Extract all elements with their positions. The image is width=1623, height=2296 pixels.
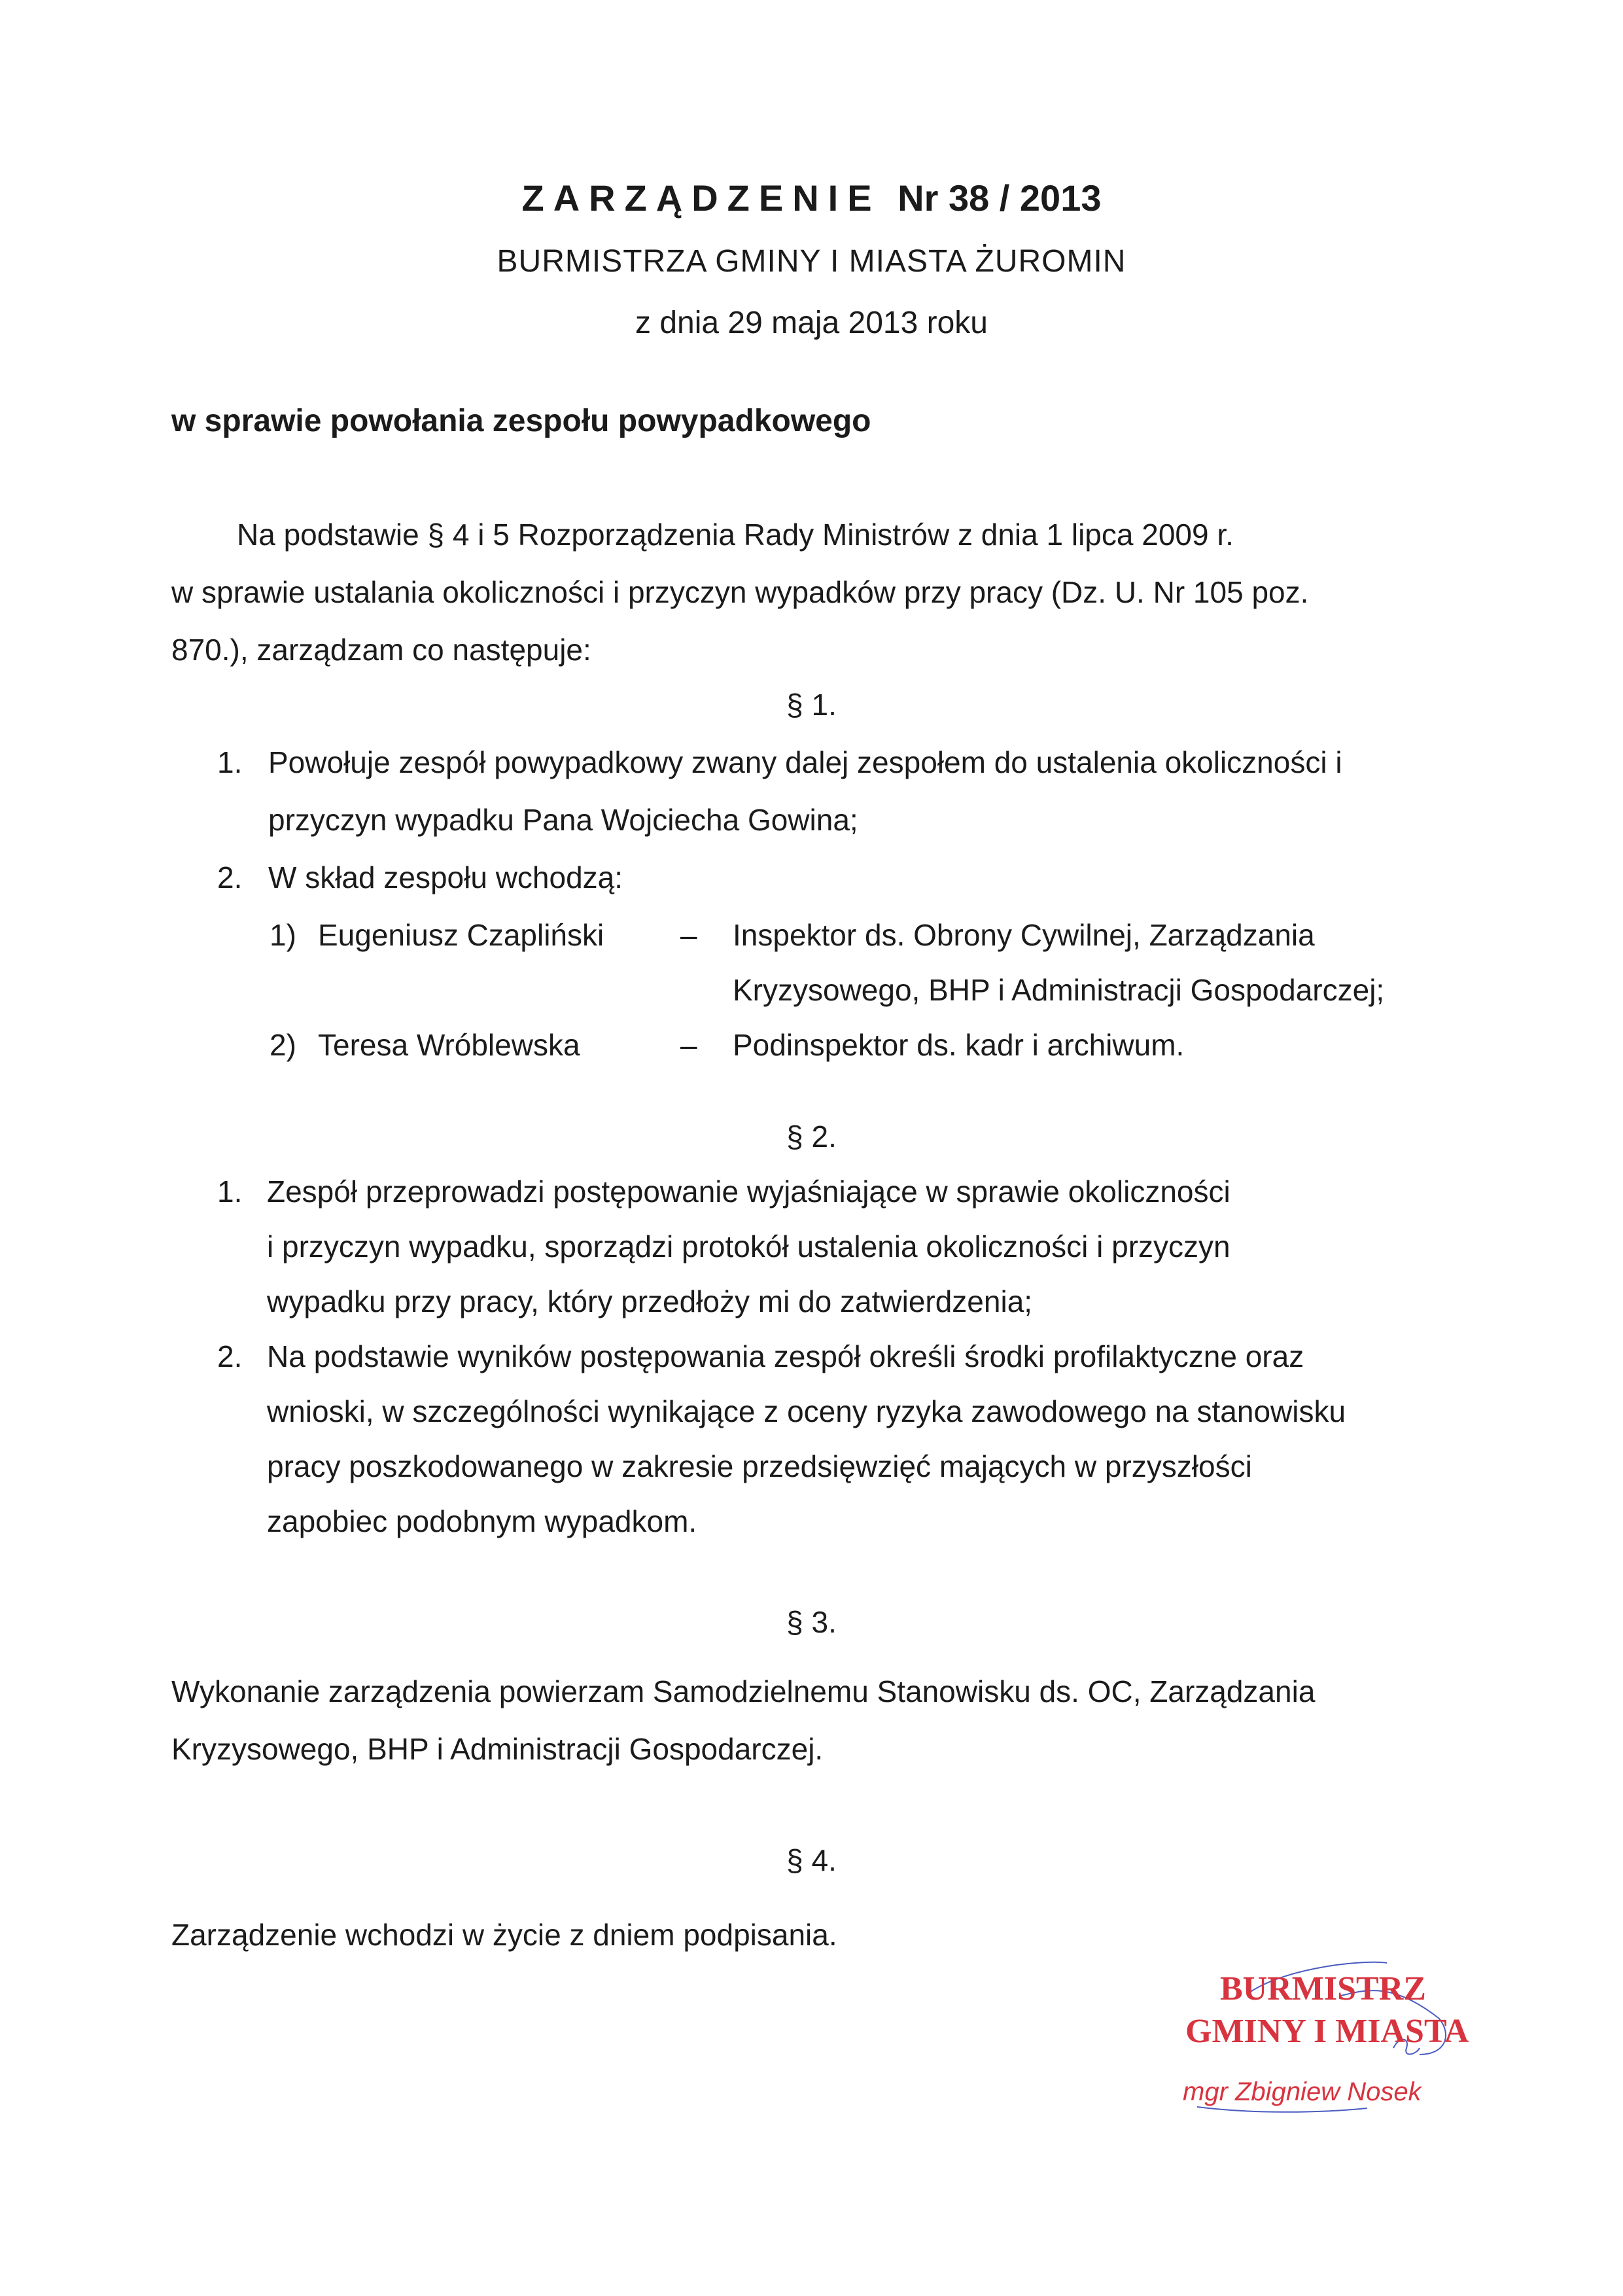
s1-item2-number: 2. xyxy=(217,860,243,894)
s1-item1-line-2: przyczyn wypadku Pana Wojciecha Gowina; xyxy=(268,803,858,837)
s1-item2-text: W skład zespołu wchodzą: xyxy=(268,860,623,894)
member-1-name: Eugeniusz Czapliński xyxy=(318,918,604,952)
s1-item1-number: 1. xyxy=(217,745,243,779)
s2-item1-line-3: wypadku przy pracy, który przedłoży mi do zatwierdzenia; xyxy=(267,1284,1033,1318)
intro-line-3: 870.), zarządzam co następuje: xyxy=(171,633,591,667)
document-date: z dnia 29 maja 2013 roku xyxy=(635,306,988,340)
stamp-subtitle: GMINY I MIASTA xyxy=(1185,2013,1469,2050)
s4-line-1: Zarządzenie wchodzi w życie z dniem podpisania. xyxy=(171,1918,837,1952)
member-1-number: 1) xyxy=(270,918,296,952)
s2-item2-line-4: zapobiec podobnym wypadkom. xyxy=(267,1504,697,1538)
member-2-number: 2) xyxy=(270,1028,296,1062)
section-2-heading: § 2. xyxy=(786,1120,837,1154)
section-4-heading: § 4. xyxy=(786,1843,837,1877)
section-3-heading: § 3. xyxy=(786,1605,837,1639)
s2-item1-line-2: i przyczyn wypadku, sporządzi protokół ustalenia okoliczności i przyczyn xyxy=(267,1229,1230,1263)
s2-item2-line-2: wnioski, w szczególności wynikające z oceny ryzyka zawodowego na stanowisku xyxy=(267,1394,1346,1428)
s2-item2-line-3: pracy poszkodowanego w zakresie przedsięwzięć mających w przyszłości xyxy=(267,1449,1252,1483)
stamp-signatory: mgr Zbigniew Nosek xyxy=(1183,2077,1422,2106)
s3-line-1: Wykonanie zarządzenia powierzam Samodzielnemu Stanowisku ds. OC, Zarządzania xyxy=(171,1674,1316,1708)
title-number: Nr 38 / 2013 xyxy=(898,177,1102,219)
member-2-dash: – xyxy=(680,1028,697,1062)
member-2-name: Teresa Wróblewska xyxy=(318,1028,580,1062)
member-1-role-line-2: Kryzysowego, BHP i Administracji Gospodarczej; xyxy=(733,973,1385,1007)
document-title xyxy=(0,177,1623,219)
s3-line-2: Kryzysowego, BHP i Administracji Gospodarczej. xyxy=(171,1732,824,1766)
member-2-role-line-1: Podinspektor ds. kadr i archiwum. xyxy=(733,1028,1185,1062)
s2-item2-number: 2. xyxy=(217,1339,243,1373)
s2-item1-line-1: Zespół przeprowadzi postępowanie wyjaśniające w sprawie okoliczności xyxy=(267,1174,1230,1209)
member-1-dash: – xyxy=(680,918,697,952)
title-word: ZARZĄDZENIE xyxy=(521,177,881,219)
member-1-role-line-1: Inspektor ds. Obrony Cywilnej, Zarządzania xyxy=(733,918,1315,952)
stamp-title: BURMISTRZ xyxy=(1220,1970,1426,2007)
section-1-heading: § 1. xyxy=(786,688,837,722)
document-subject: w sprawie powołania zespołu powypadkowego xyxy=(171,404,871,438)
intro-line-1: Na podstawie § 4 i 5 Rozporządzenia Rady Ministrów z dnia 1 lipca 2009 r. xyxy=(237,518,1234,552)
intro-line-2: w sprawie ustalania okoliczności i przyczyn wypadków przy pracy (Dz. U. Nr 105 poz. xyxy=(171,575,1309,609)
document-subtitle: BURMISTRZA GMINY I MIASTA ŻUROMIN xyxy=(497,244,1126,279)
s2-item1-number: 1. xyxy=(217,1174,243,1209)
s1-item1-line-1: Powołuje zespół powypadkowy zwany dalej zespołem do ustalenia okoliczności i xyxy=(268,745,1342,779)
s2-item2-line-1: Na podstawie wyników postępowania zespół określi środki profilaktyczne oraz xyxy=(267,1339,1304,1373)
